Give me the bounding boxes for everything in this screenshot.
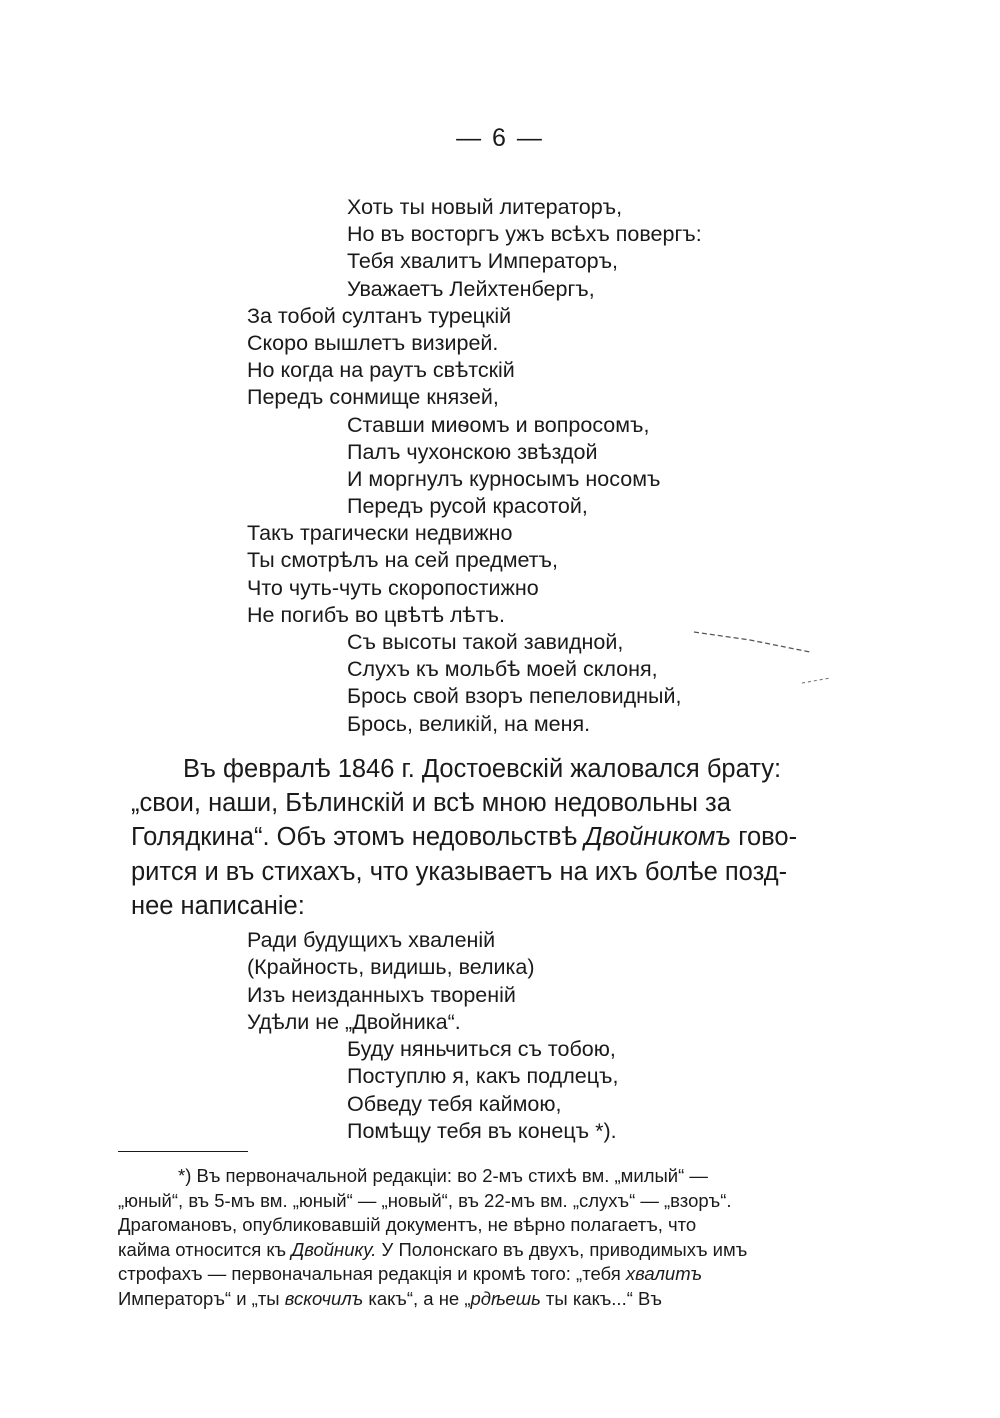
paragraph-line: Голядкина“. Объ этомъ недовольствѣ Двойникомъ гово- <box>131 823 798 852</box>
footnote-line: „юный“, въ 5-мъ вм. „юный“ — „новый“, въ 22-мъ вм. „слухъ“ — „взоръ“. <box>118 1189 732 1211</box>
paragraph-line: рится и въ стихахъ, что указываетъ на ихъ болѣе позд- <box>131 857 788 886</box>
body-paragraph <box>131 752 842 923</box>
paragraph-line: нее написаніе: <box>131 891 305 920</box>
footnote-line: Императоръ“ и „ты вскочилъ какъ“, а не „рдѣешь ты какъ...“ Въ <box>118 1287 662 1309</box>
footnote-line: строфахъ — первоначальная редакція и кромѣ того: „тебя хвалитъ <box>118 1263 703 1285</box>
paragraph-line: Въ февралѣ 1846 г. Достоевскій жаловался брату: <box>183 755 782 783</box>
pencil-mark <box>690 628 850 688</box>
italic-title: Двойникомъ <box>584 823 732 852</box>
footnote-line: *) Въ первоначальной редакціи: во 2-мъ стихѣ вм. „милый“ — <box>178 1165 708 1186</box>
footnote-divider <box>118 1151 248 1152</box>
footnote-line: кайма относится къ Двойнику. У Полонскаго въ двухъ, приводимыхъ имъ <box>118 1238 748 1260</box>
footnote-line: Драгомановъ, опубликовавшій документъ, не вѣрно полагаетъ, что <box>118 1214 697 1236</box>
page-number: — 6 — <box>456 124 544 152</box>
paragraph-line: „свои, наши, Бѣлинскій и всѣ мною недовольны за <box>131 789 731 818</box>
footnote <box>118 1164 842 1312</box>
